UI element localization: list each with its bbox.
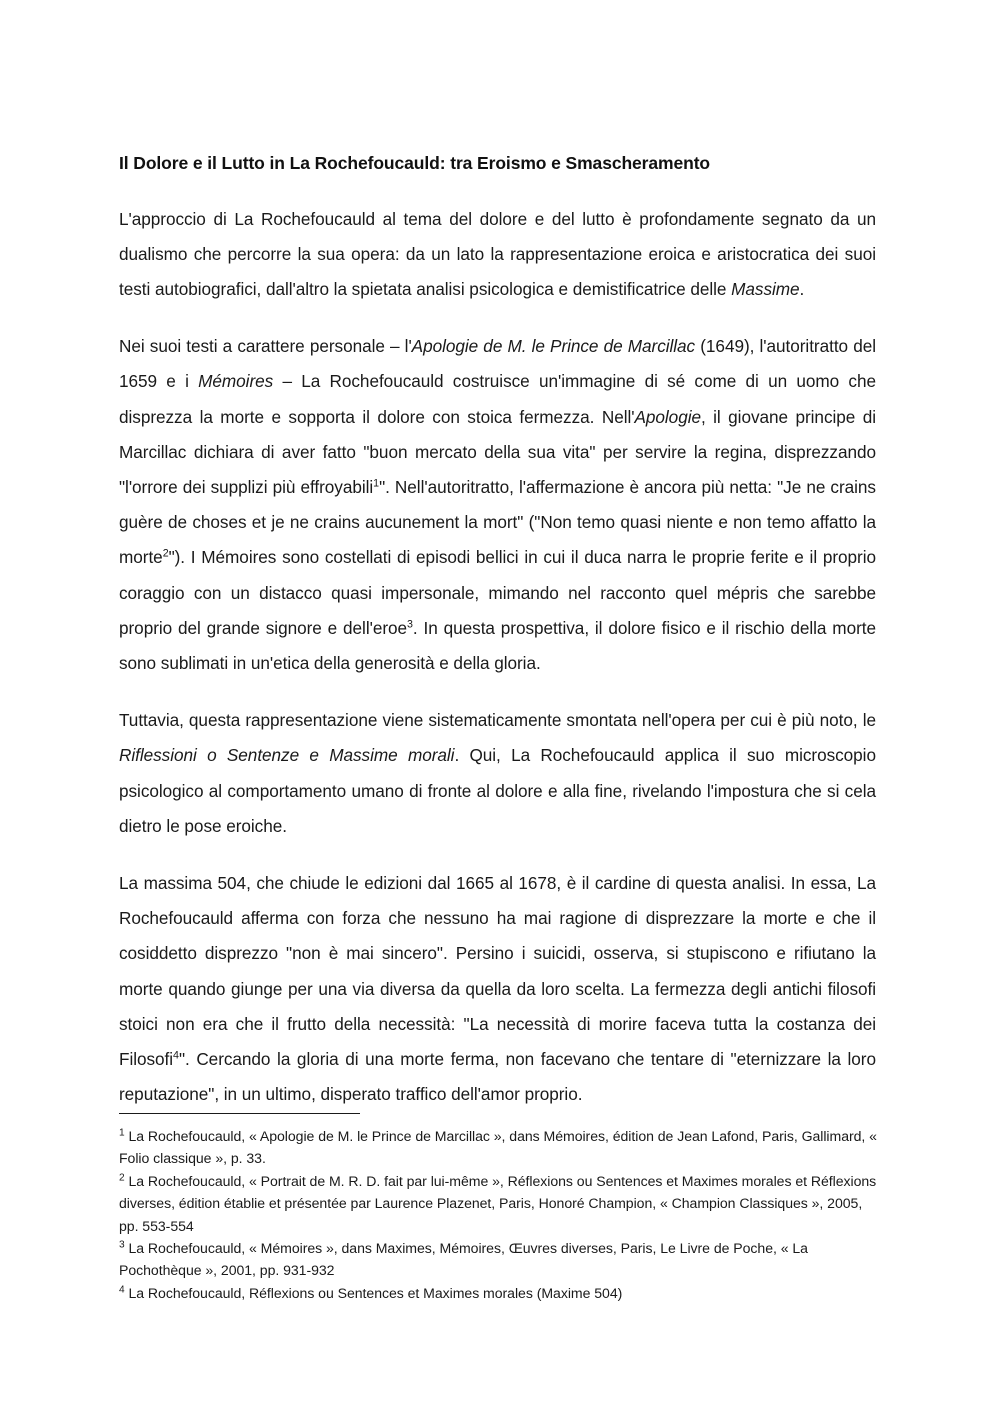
footnote-4: $^4$ La Rochefoucauld, Réflexions ou Sentences et Maximes morales (Maxime 504) [119,1284,623,1301]
document-body [119,152,876,1113]
paragraph-4: La massima 504, che chiude le edizioni dal 1665 al 1678, è il cardine di questa analisi. In essa, La Rochefoucauld afferma con forza che nessuno ha mai ragione di disprezzare la morte e che il cosiddetto disprezzo "non è mai sincero". Persino i suicidi, osserva, si stupiscono e rifiutano la morte quando giunge per una via diversa da quella da loro scelta. La fermezza degli antichi filosofi stoici non era che il frutto della necessità: "La necessità di morire faceva tutta la costanza dei Filosofi$^4$". Cercando la gloria di una morte ferma, non facevano che tentare di "eternizzare la loro reputazione", in un ultimo, disperato traffico dell'amor proprio. [119,873,876,1105]
footnote-marker-1[interactable]: 1 [373,477,380,490]
footnote-3: $^3$ La Rochefoucauld, « Mémoires », dans Maximes, Mémoires, Œuvres diverses, Paris, Le Livre de Poche, « La Pochothèque », 2001, pp. 931-932 [119,1239,808,1279]
paragraph-2: Nei suoi testi a carattere personale – l'Apologie de M. le Prince de Marcillac (1649), l'autoritratto del 1659 e i Mémoires – La Rochefoucauld costruisce un'immagine di sé come di un uomo che disprezza la morte e sopporta il dolore con stoica fermezza. Nell'Apologie, il giovane principe di Marcillac dichiara di aver fatto "buon mercato della sua vita" per servire la regina, disprezzando "l'orrore dei supplizi più effroyabili$^1$". Nell'autoritratto, l'affermazione è ancora più netta: "Je ne crains guère de choses et je ne crains aucunement la mort" ("Non temo quasi niente e non temo affatto la morte$^2$"). I Mémoires sono costellati di episodi bellici in cui il duca narra le proprie ferite e il proprio coraggio con un distacco quasi impersonale, mimando nel racconto quel mépris che sarebbe proprio del grande signore e dell'eroe$^3$. In questa prospettiva, il dolore fisico e il rischio della morte sono sublimati in un'etica della generosità e della gloria. [119,336,877,674]
footnote-marker-3[interactable]: 3 [407,618,413,631]
work-title: Apologie de M. le Prince de Marcillac [411,336,696,357]
paragraph-3: Tuttavia, questa rappresentazione viene sistematicamente smontata nell'opera per cui è più noto, le Riflessioni o Sentenze e Massime morali. Qui, La Rochefoucauld applica il suo microscopio psicologico al comportamento umano di fronte al dolore e alla fine, rivelando l'impostura che si cela dietro le pose eroiche. [119,710,876,836]
footnote-separator [119,1113,360,1114]
work-title: Riflessioni o Sentenze e Massime morali [119,745,455,766]
paragraph-1: L'approccio di La Rochefoucauld al tema del dolore e del lutto è profondamente segnato da un dualismo che percorre la sua opera: da un lato la rappresentazione eroica e aristocratica dei suoi testi autobiografici, dall'altro la spietata analisi psicologica e demistificatrice delle Massime. [119,208,876,300]
page-title: Il Dolore e il Lutto in La Rochefoucauld: tra Eroismo e Smascheramento [119,153,711,173]
footnote-number-4: 4 [119,1284,125,1296]
footnote-marker-2[interactable]: 2 [162,547,169,560]
work-title: Massime [731,279,800,300]
footnote-number-3: 3 [119,1239,125,1251]
work-title: Massime [329,745,398,766]
footnote-number-2: 2 [119,1172,125,1184]
footnote-1: $^1$ La Rochefoucauld, « Apologie de M. le Prince de Marcillac », dans Mémoires, édition de Jean Lafond, Paris, Gallimard, « Folio classique », p. 33. [119,1127,877,1167]
footnotes-section [119,1113,881,1304]
work-title: Apologie [634,406,701,427]
footnote-marker-4[interactable]: 4 [173,1049,179,1062]
work-title: Mémoires [198,371,274,392]
footnote-2: $^2$ La Rochefoucauld, « Portrait de M. R. D. fait par lui-même », Réflexions ou Sentences et Maximes morales et Réflexions diverses, édition établie et présentée par Laurence Plazenet, Paris, Honoré Champion, « Champion Classiques », 2005, pp. 553-554 [119,1172,877,1234]
footnote-number-1: 1 [119,1127,125,1139]
